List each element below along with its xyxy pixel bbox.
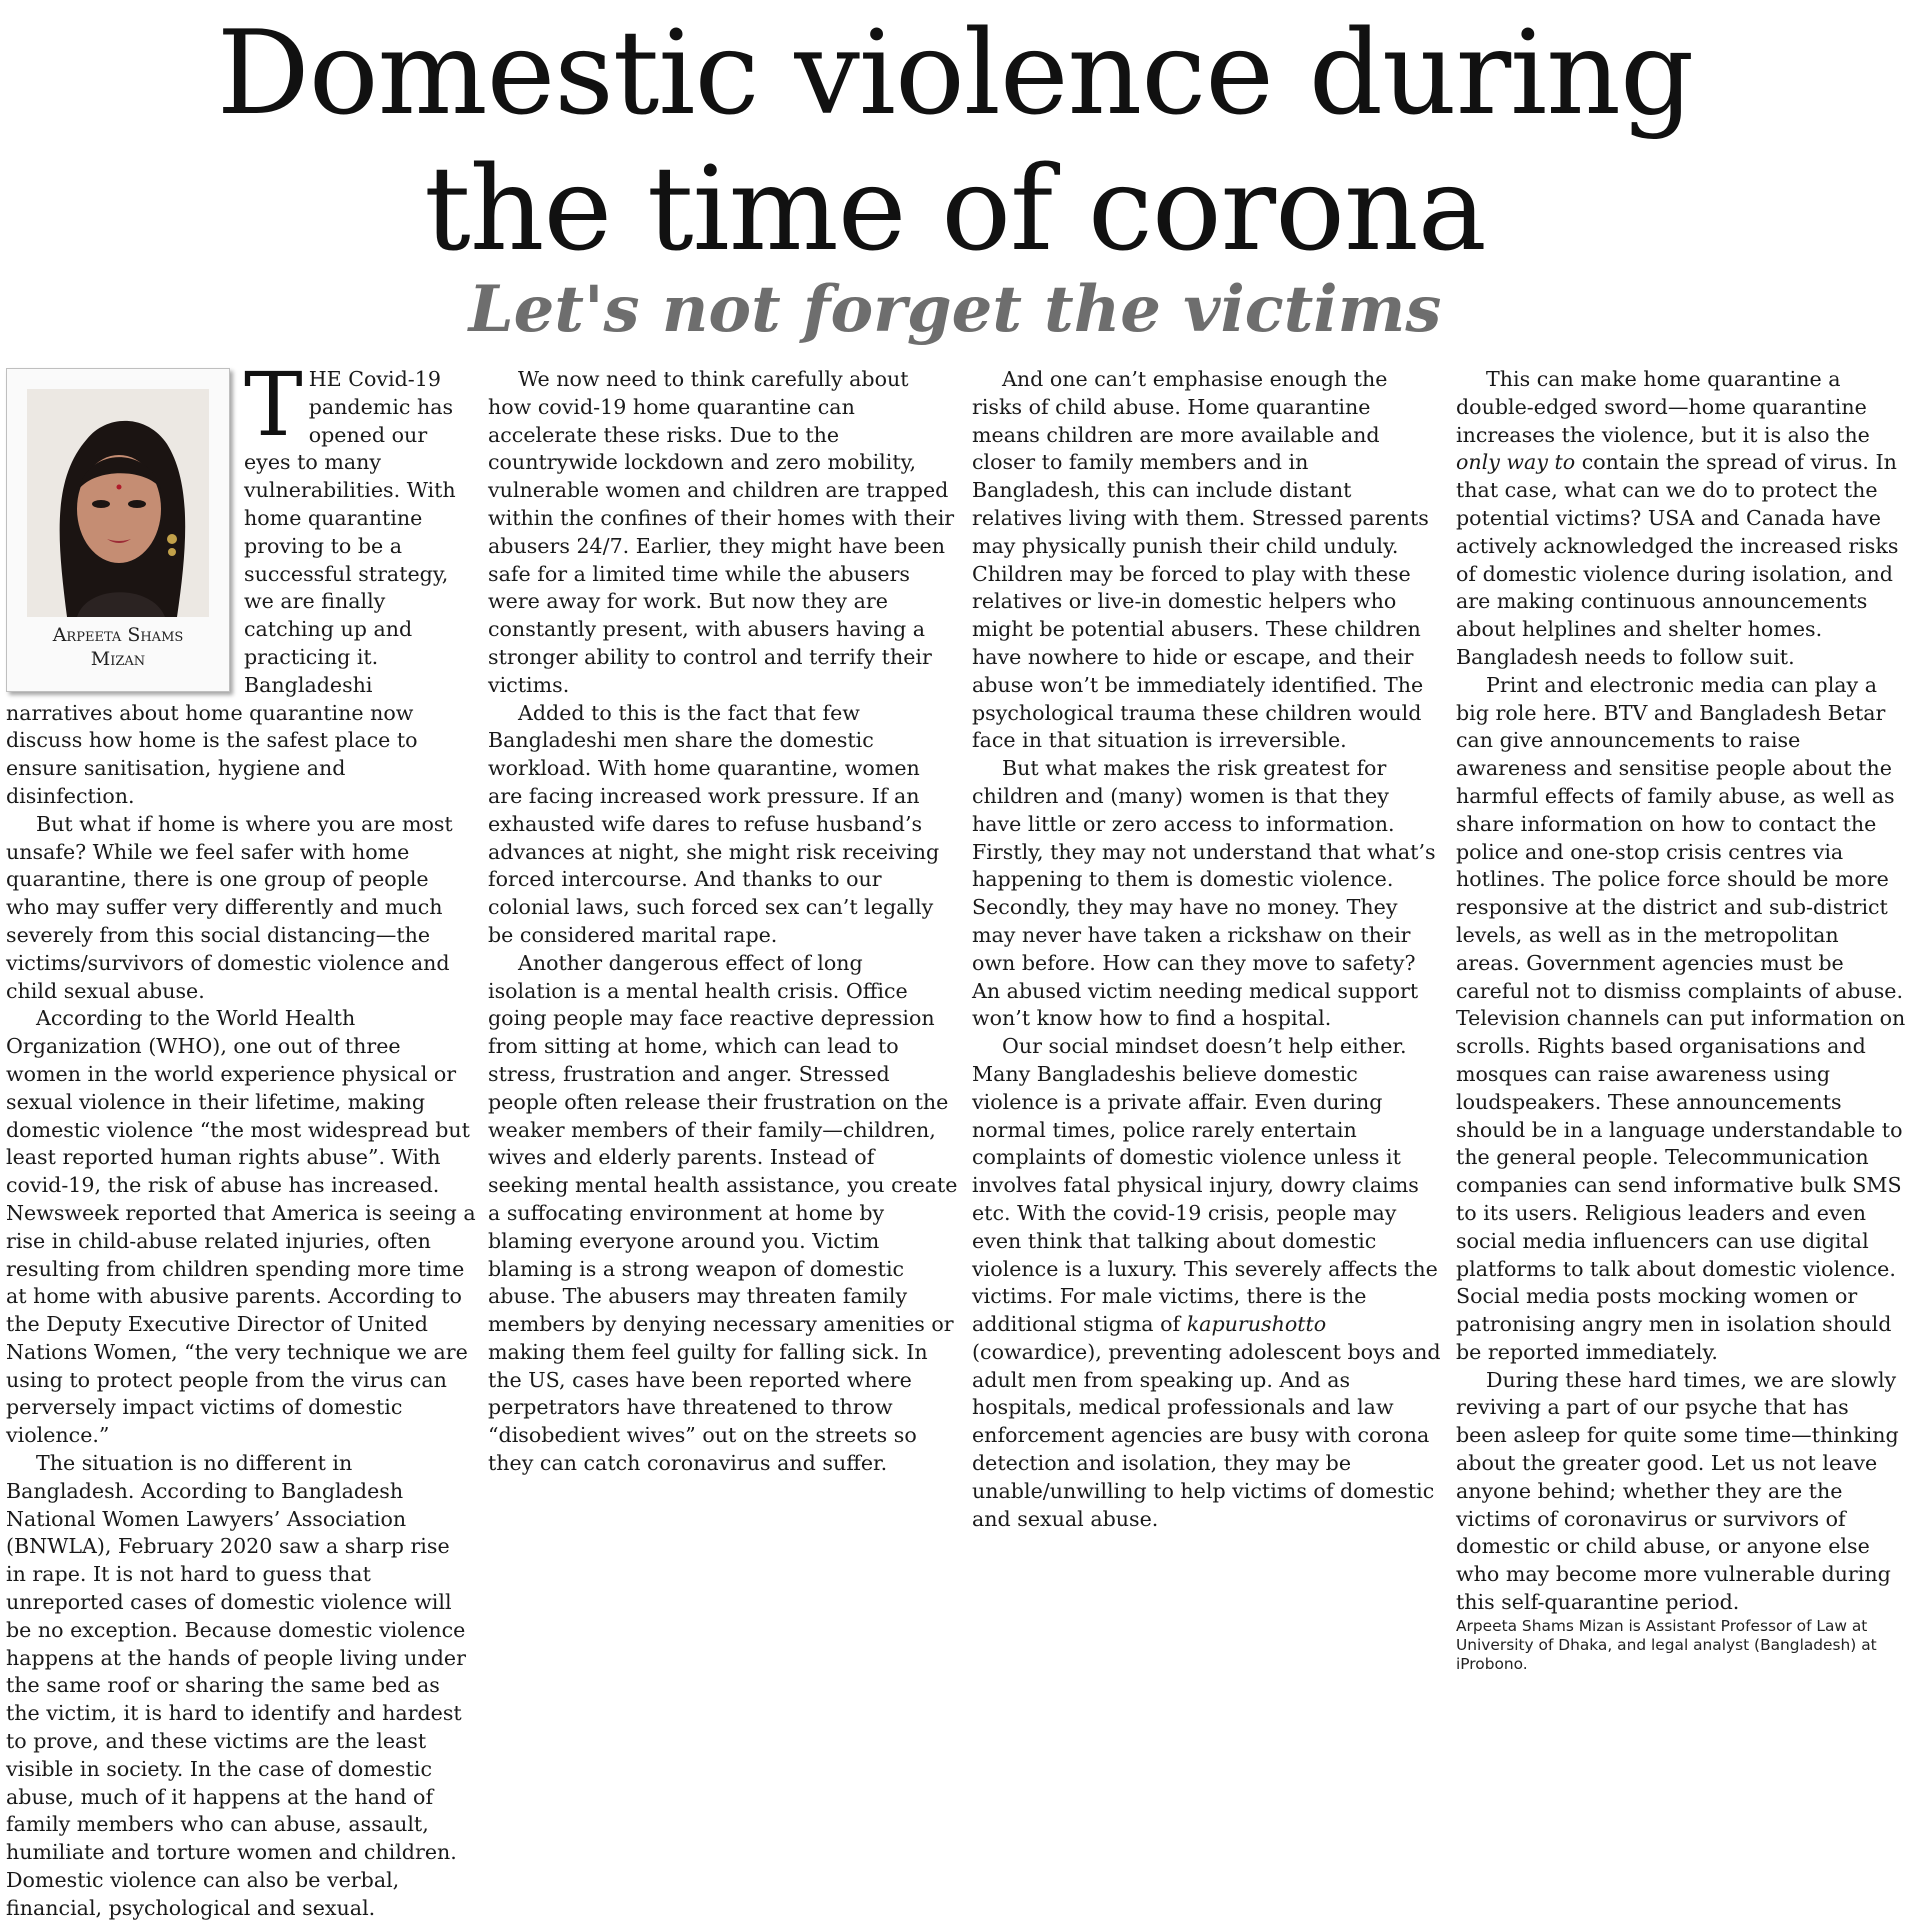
paragraph-6: Added to this is the fact that few Bangladeshi men share the domestic workload. With home quarantine, women are facing increased work pressure. If an exhausted wife dares to refuse husband’s advances at night, she might risk receiving forced intercourse. And thanks to our colonial laws, such forced sex can’t legally be considered marital rape. (488, 700, 940, 947)
article-column-2 (488, 366, 958, 1676)
article-column-4 (1456, 366, 1906, 1676)
paragraph-2: But what if home is where you are most unsafe? While we feel safer with home quarantine, there is one group of people who may suffer very differently and much severely from this social distancing—the victims/survivors of domestic violence and child sexual abuse. (6, 811, 453, 1003)
author-name-line-1: Arpeeta Shams (52, 624, 184, 646)
paragraph-1: THE Covid-19 pandemic has opened our eyes to many vulnerabilities. With home quarantine proving to be a successful strategy, we are finally catching up and practicing it. Bangladeshi narratives about home quarantine now discuss how home is the safest place to ensure sanitisation, hygiene and disinfection. (6, 353, 456, 808)
paragraph-3: According to the World Health Organization (WHO), one out of three women in the world experience physical or sexual violence in their lifetime, making domestic violence “the most widespread but least reported human rights abuse”. With covid-19, the risk of abuse has increased. Newsweek reported that America is seeing a rise in child-abuse related injuries, often resulting from children spending more time at home with abusive parents. According to the Deputy Executive Director of United Nations Women, “the very technique we are using to protect people from the virus can perversely impact victims of domestic violence.” (6, 1006, 476, 1448)
subheadline: Let's not forget the victims (468, 272, 1442, 347)
author-photo-box (6, 368, 230, 692)
headline (0, 6, 1910, 278)
paragraph-10: Our social mindset doesn’t help either. Many Bangladeshis believe domestic violence is a private affair. Even during normal times, police rarely entertain complaints of domestic violence unless it involves fatal physical injury, dowry claims etc. With the covid-19 crisis, people may even think that talking about domestic violence is a luxury. This severely affects the victims. For male victims, there is the additional stigma of kapurushotto (cowardice), preventing adolescent boys and adult men from speaking up. And as hospitals, medical professionals and law enforcement agencies are busy with corona detection and isolation, they may be unable/unwilling to help victims of domestic and sexual abuse. (972, 1034, 1441, 1531)
article-column-1 (6, 353, 476, 1920)
paragraph-5: We now need to think carefully about how covid-19 home quarantine can accelerate these risks. Due to the countrywide lockdown and zero mobility, vulnerable women and children are trapped within the confines of their homes with their abusers 24/7. Earlier, they might have been safe for a limited time while the abusers were away for work. But now they are constantly present, with abusers having a stronger ability to control and terrify their victims. (488, 367, 955, 697)
author-caption (7, 623, 229, 671)
headline-line-2: the time of corona (424, 142, 1486, 277)
paragraph-12: Print and electronic media can play a big role here. BTV and Bangladesh Betar can give announcements to raise awareness and sensitise people about the harmful effects of family abuse, as well as share information on how to contact the police and one-stop crisis centres via hotlines. The police force should be more responsive at the district and sub-district levels, as well as in the metropolitan areas. Government agencies must be careful not to dismiss complaints of abuse. Television channels can put information on scrolls. Rights based organisations and mosques can raise awareness using loudspeakers. These announcements should be in a language understandable to the general people. Telecommunication companies can send informative bulk SMS to its users. Religious leaders and even social media influencers can use digital platforms to talk about domestic violence. Social media posts mocking women or patronising angry men in isolation should be reported immediately. (1456, 672, 1906, 1364)
paragraph-13: During these hard times, we are slowly reviving a part of our psyche that has been asleep for quite some time—thinking about the greater good. Let us not leave anyone behind; whether they are the victims of coronavirus or survivors of domestic or child abuse, or anyone else who may become more vulnerable during this self-quarantine period. (1456, 1367, 1899, 1615)
paragraph-11: This can make home quarantine a double-edged sword—home quarantine increases the violence, but it is also the only way to contain the spread of virus. In that case, what can we do to protect the potential victims? USA and Canada have actively acknowledged the increased risks of domestic violence during isolation, and are making continuous announcements about helplines and shelter homes. Bangladesh needs to follow suit. (1456, 367, 1899, 669)
article-column-3 (972, 366, 1442, 1676)
author-photo (27, 389, 209, 617)
headline-line-1: Domestic violence during (216, 6, 1694, 141)
paragraph-4: The situation is no different in Bangladesh. According to Bangladesh National Women Lawyers’ Association (BNWLA), February 2020 saw a sharp rise in rape. It is not hard to guess that unreported cases of domestic violence will be no exception. Because domestic violence happens at the hands of people living under the same roof or sharing the same bed as the victim, it is hard to identify and hardest to prove, and these victims are the least visible in society. In the case of domestic abuse, much of it happens at the hand of family members who can abuse, assault, humiliate and torture women and children. Domestic violence can also be verbal, financial, psychological and sexual. (6, 1451, 466, 1920)
paragraph-7: Another dangerous effect of long isolation is a mental health crisis. Office going people may face reactive depression from sitting at home, which can lead to stress, frustration and anger. Stressed people often release their frustration on the weaker members of their family—children, wives and elderly parents. Instead of seeking mental health assistance, you create a suffocating environment at home by blaming everyone around you. Victim blaming is a strong weapon of domestic abuse. The abusers may threaten family members by denying necessary amenities or making them feel guilty for falling sick. In the US, cases have been reported where perpetrators have threatened to throw “disobedient wives” out on the streets so they can catch coronavirus and suffer. (488, 950, 958, 1476)
author-bio: Arpeeta Shams Mizan is Assistant Professor of Law at University of Dhaka, and legal analyst (Bangladesh) at iProbono. (1456, 1616, 1877, 1673)
drop-cap: T (244, 353, 303, 456)
paragraph-9: But what makes the risk greatest for children and (many) women is that they have little or zero access to information. Firstly, they may not understand that what’s happening to them is domestic violence. Secondly, they may have no money. They may never have taken a rickshaw on their own before. How can they move to safety? An abused victim needing medical support won’t know how to find a hospital. (972, 756, 1436, 1031)
paragraph-8: And one can’t emphasise enough the risks of child abuse. Home quarantine means children are more available and closer to family members and in Bangladesh, this can include distant relatives living with them. Stressed parents may physically punish their child unduly. Children may be forced to play with these relatives or live-in domestic helpers who might be potential abusers. These children have nowhere to hide or escape, and their abuse won’t be immediately identified. The psychological trauma these children would face in that situation is irreversible. (972, 367, 1429, 753)
author-name-line-2: Mizan (90, 648, 146, 670)
